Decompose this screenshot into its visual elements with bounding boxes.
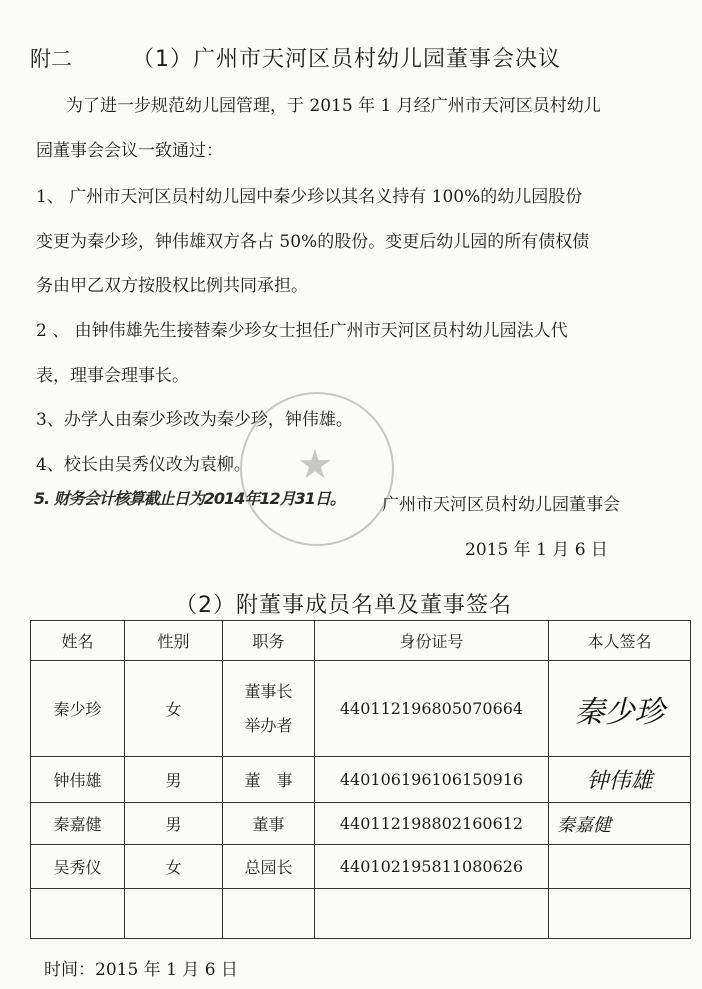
header-gender: 性别	[125, 621, 223, 661]
table-row	[31, 845, 691, 889]
footer-time	[44, 955, 238, 980]
member-role: 董 事	[223, 757, 315, 803]
header-signature: 本人签名	[549, 621, 691, 661]
member-role: 总园长	[223, 845, 315, 889]
intro-line-1: 为了进一步规范幼儿园管理，于 2015 年 1 月经广州市天河区员村幼儿	[66, 96, 601, 116]
official-seal	[240, 392, 394, 546]
table-row	[31, 803, 691, 845]
member-name: 吴秀仪	[31, 845, 125, 889]
item-4: 4、校长由吴秀仪改为袁柳。	[36, 455, 251, 475]
item-5-handwritten: 5. 财务会计核算截止日为2014年12月31日。	[34, 489, 345, 508]
member-name: 秦少珍	[31, 661, 125, 757]
table-header-row	[31, 621, 691, 661]
item-1-line-1: 1、 广州市天河区员村幼儿园中秦少珍以其名义持有 100%的幼儿园股份	[36, 187, 583, 207]
member-role-line-1: 董事长	[244, 681, 293, 701]
signoff-date: 2015 年 1 月 6 日	[465, 540, 608, 560]
member-name: 秦嘉健	[31, 803, 125, 845]
footer-label: 时间：	[44, 960, 95, 980]
member-id: 440112196805070664	[315, 661, 549, 757]
table-row	[31, 757, 691, 803]
item-1-line-3: 务由甲乙双方按股权比例共同承担。	[36, 276, 308, 296]
table-row	[31, 661, 691, 757]
table-row-empty	[31, 889, 691, 939]
header-id: 身份证号	[315, 621, 549, 661]
member-gender: 男	[125, 803, 223, 845]
member-id: 440106196106150916	[315, 757, 549, 803]
signoff-organization: 广州市天河区员村幼儿园董事会	[382, 495, 620, 515]
member-signature: 秦少珍	[549, 661, 691, 757]
header-role: 职务	[223, 621, 315, 661]
members-table	[30, 620, 691, 939]
resolution-title: （1）广州市天河区员村幼儿园董事会决议	[132, 47, 561, 72]
member-signature	[549, 845, 691, 889]
member-gender: 女	[125, 661, 223, 757]
member-name: 钟伟雄	[31, 757, 125, 803]
member-signature: 秦嘉健	[549, 803, 691, 845]
member-id: 440102195811080626	[315, 845, 549, 889]
header-name: 姓名	[31, 621, 125, 661]
member-role	[223, 661, 315, 757]
item-2-line-2: 表，理事会理事长。	[36, 366, 189, 386]
seal-star-icon: ★	[297, 442, 333, 488]
member-signature: 钟伟雄	[549, 757, 691, 803]
item-2-line-1: 2 、 由钟伟雄先生接替秦少珍女士担任广州市天河区员村幼儿园法人代	[36, 321, 568, 341]
item-3: 3、办学人由秦少珍改为秦少珍，钟伟雄。	[36, 410, 353, 430]
member-role-line-2: 举办者	[244, 715, 293, 735]
member-role: 董事	[223, 803, 315, 845]
appendix-label: 附二	[30, 47, 72, 71]
footer-date: 2015 年 1 月 6 日	[95, 960, 238, 980]
item-1-line-2: 变更为秦少珍，钟伟雄双方各占 50%的股份。变更后幼儿园的所有债权债	[36, 232, 590, 252]
document-title	[30, 42, 561, 73]
members-title: （2）附董事成员名单及董事签名	[175, 593, 512, 618]
intro-line-2: 园董事会会议一致通过：	[36, 141, 223, 161]
member-gender: 女	[125, 845, 223, 889]
member-id: 440112198802160612	[315, 803, 549, 845]
member-gender: 男	[125, 757, 223, 803]
